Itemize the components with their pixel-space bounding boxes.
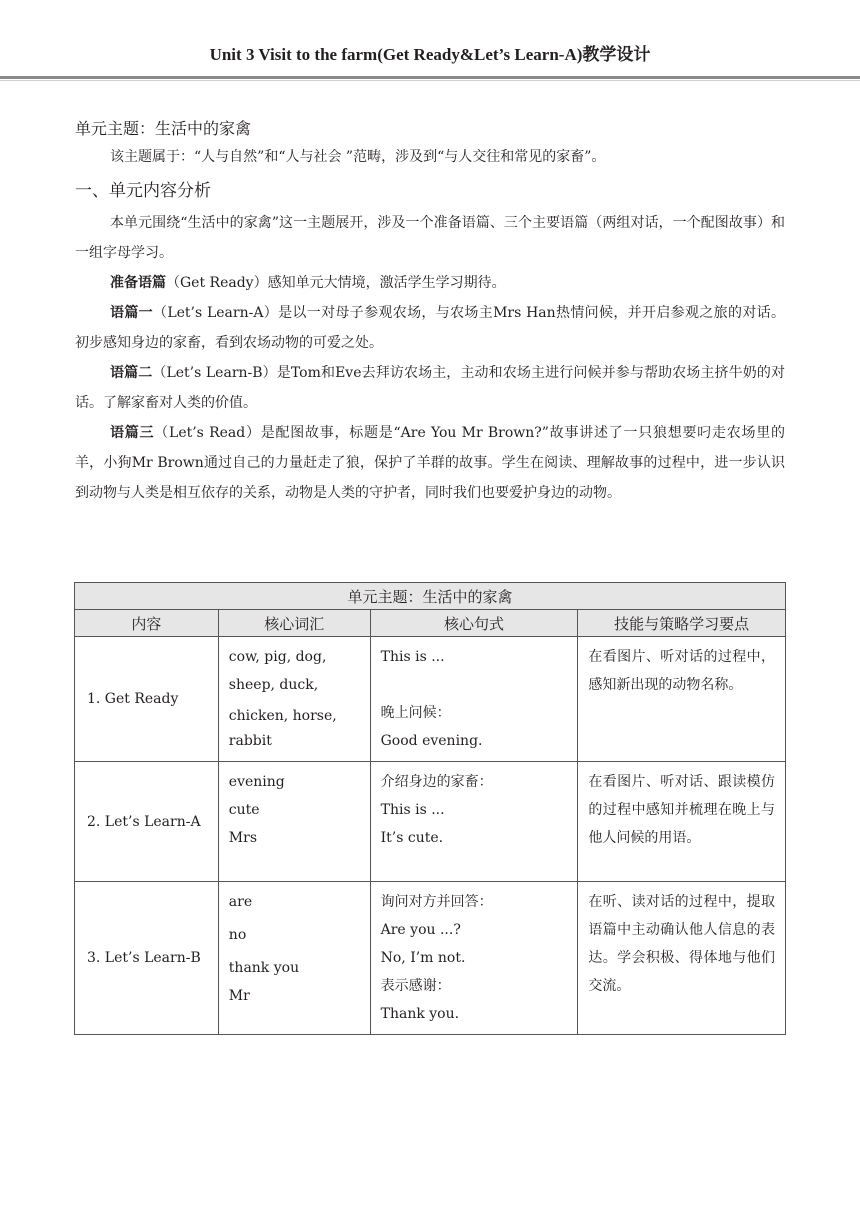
sentence-item: 表示感谢： [380, 978, 451, 994]
unit-theme-value: 生活中的家禽 [155, 119, 252, 138]
passage-two-paragraph [75, 358, 785, 418]
sentence-item: 晚上问候： [380, 705, 451, 721]
passage-one-text: （Let’s Learn-A）是以一对母子参观农场，与农场主Mrs Han热情问候，并开启参观之旅的对话。初步感知身边的家畜，看到农场动物的可爱之处。 [75, 305, 785, 351]
sentence-item: 询问对方并回答： [380, 894, 493, 910]
vocab-item: are [228, 894, 253, 910]
column-header-skills: 技能与策略学习要点 [578, 610, 786, 637]
sentence-item: Good evening. [380, 733, 483, 749]
page-header [0, 0, 860, 78]
table-row [75, 882, 786, 1035]
sentence-item: 介绍身边的家畜： [380, 774, 493, 790]
passage-three-label: 语篇三 [110, 425, 155, 441]
document-title: Unit 3 Visit to the farm(Get Ready&Let’s Learn-A)教学设计 [209, 45, 651, 64]
unit-theme-label: 单元主题： [75, 119, 156, 138]
vocab-item: Mr [228, 988, 250, 1004]
document-body [75, 116, 785, 508]
section-heading: 一、单元内容分析 [75, 181, 211, 201]
header-divider-thin [0, 80, 860, 81]
sentence-item: No, I’m not. [380, 950, 466, 966]
vocab-item: cow, pig, dog, [228, 649, 327, 665]
row-sentences [370, 762, 578, 882]
column-header-vocab: 核心词汇 [218, 610, 370, 637]
row-content: 1. Get Ready [75, 637, 219, 762]
section-intro: 本单元围绕“生活中的家禽”这一主题展开，涉及一个准备语篇、三个主要语篇（两组对话，一个配图故事）和一组字母学习。 [75, 215, 785, 261]
prep-label: 准备语篇 [110, 275, 166, 291]
row-sentences [370, 637, 578, 762]
passage-two-text: （Let’s Learn-B）是Tom和Eve去拜访农场主，主动和农场主进行问候并参与帮助农场主挤牛奶的对话。了解家畜对人类的价值。 [75, 365, 785, 411]
passage-one-label: 语篇一 [110, 305, 153, 321]
vocab-item: sheep, duck, [228, 677, 319, 693]
prep-paragraph [75, 268, 785, 298]
row-vocab [218, 882, 370, 1035]
passage-three-text: （Let’s Read）是配图故事，标题是“Are You Mr Brown?”故事讲述了一只狼想要叼走农场里的羊，小狗Mr Brown通过自己的力量赶走了狼，保护了羊群的故事。学生在阅读、理解故事的过程中，进一步认识到动物与人类是相互依存的关系，动物是人类的守护者，同时我们也要爱护身边的动物。 [75, 425, 786, 501]
vocab-item: chicken, horse, [228, 708, 337, 724]
vocab-item: evening [228, 774, 285, 790]
row-content: 3. Let’s Learn-B [75, 882, 219, 1035]
passage-three-paragraph [75, 418, 785, 508]
table-caption-row [75, 583, 786, 610]
row-skill: 在看图片、听对话、跟读模仿的过程中感知并梳理在晚上与他人问候的用语。 [578, 762, 786, 882]
table-caption: 单元主题：生活中的家禽 [75, 583, 786, 610]
table-row [75, 637, 786, 762]
sentence-item: This is ... [380, 802, 445, 818]
sentence-item: It’s cute. [380, 830, 444, 846]
theme-description: 该主题属于：“人与自然”和“人与社会 ”范畴，涉及到“与人交往和常见的家畜”。 [110, 149, 606, 165]
prep-text: （Get Ready）感知单元大情境，激活学生学习期待。 [166, 275, 506, 291]
passage-one-paragraph [75, 298, 785, 358]
table-header-row [75, 610, 786, 637]
sentence-item [381, 671, 568, 699]
passage-two-label: 语篇二 [110, 365, 153, 381]
row-sentences [370, 882, 578, 1035]
vocab-item: rabbit [228, 733, 272, 749]
row-skill: 在看图片、听对话的过程中，感知新出现的动物名称。 [578, 637, 786, 762]
row-content: 2. Let’s Learn-A [75, 762, 219, 882]
unit-content-table [74, 582, 786, 1035]
vocab-item: cute [228, 802, 260, 818]
sentence-item: This is ... [380, 649, 445, 665]
vocab-item: Mrs [228, 830, 258, 846]
header-divider [0, 76, 860, 79]
unit-theme [75, 116, 785, 142]
table-row [75, 762, 786, 882]
column-header-content: 内容 [75, 610, 219, 637]
sentence-item: Thank you. [380, 1006, 460, 1022]
vocab-item: thank you [228, 960, 300, 976]
row-skill: 在听、读对话的过程中，提取语篇中主动确认他人信息的表达。学会积极、得体地与他们交流。 [578, 882, 786, 1035]
row-vocab [218, 637, 370, 762]
column-header-sentences: 核心句式 [370, 610, 578, 637]
row-vocab [218, 762, 370, 882]
vocab-item: no [228, 927, 247, 943]
sentence-item: Are you ...? [380, 922, 461, 938]
